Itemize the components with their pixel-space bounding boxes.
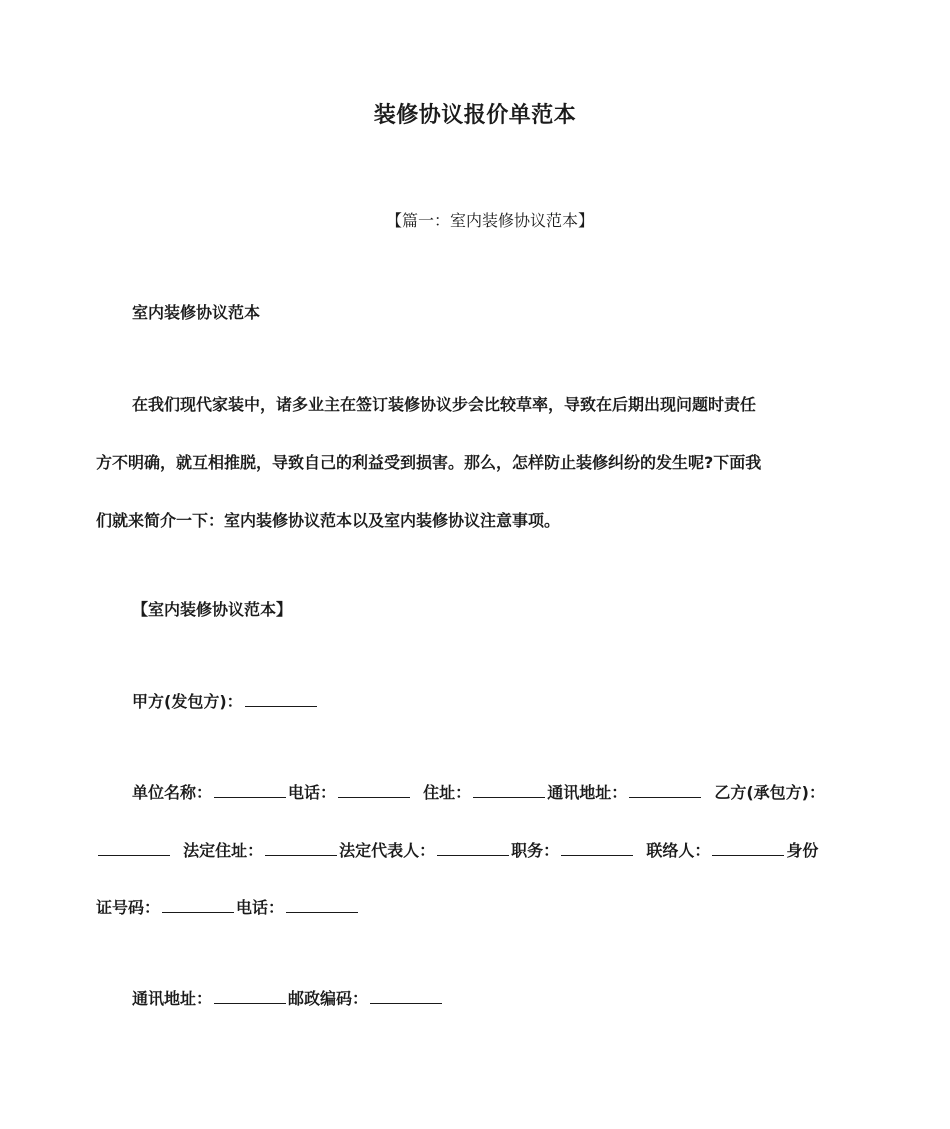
mail-address-blank[interactable] — [629, 796, 701, 798]
section-heading: 室内装修协议范本 — [132, 303, 261, 322]
intro-line-1: 在我们现代家装中，诸多业主在签订装修协议步会比较草率，导致在后期出现问题时责任 — [132, 395, 757, 414]
postal-code-label: 邮政编码： — [288, 989, 369, 1008]
address-blank[interactable] — [473, 796, 545, 798]
mail-address2-blank[interactable] — [214, 1002, 286, 1004]
id-blank[interactable] — [162, 911, 234, 913]
mail-address-label: 通讯地址： — [547, 783, 628, 802]
position-label: 职务： — [511, 841, 560, 860]
party-a-label: 甲方(发包方)： — [132, 692, 243, 711]
intro-line-2: 方不明确，就互相推脱，导致自己的利益受到损害。那么，怎样防止装修纠纷的发生呢?下面我 — [96, 453, 762, 472]
phone2-blank[interactable] — [286, 911, 358, 913]
position-blank[interactable] — [561, 854, 633, 856]
party-a-blank[interactable] — [245, 705, 317, 707]
address-label: 住址： — [423, 783, 472, 802]
agreement-heading: 【室内装修协议范本】 — [132, 600, 293, 619]
party-b-blank[interactable] — [98, 854, 170, 856]
legal-address-blank[interactable] — [265, 854, 337, 856]
intro-line-3: 们就来简介一下：室内装修协议范本以及室内装修协议注意事项。 — [96, 511, 561, 530]
legal-rep-label: 法定代表人： — [339, 841, 436, 860]
contact-label: 联络人： — [646, 841, 711, 860]
unit-name-blank[interactable] — [214, 796, 286, 798]
contact-blank[interactable] — [712, 854, 784, 856]
legal-address-label: 法定住址： — [183, 841, 264, 860]
phone2-label: 电话： — [236, 898, 285, 917]
phone-blank[interactable] — [338, 796, 410, 798]
document-subtitle: 【篇一：室内装修协议范本】 — [385, 211, 594, 230]
mail-info-line — [132, 986, 444, 1009]
id-prefix-label: 身份 — [786, 841, 819, 860]
party-b-label: 乙方(承包方)： — [714, 783, 825, 802]
legal-rep-blank[interactable] — [437, 854, 509, 856]
phone-label: 电话： — [288, 783, 337, 802]
id-suffix-label: 证号码： — [96, 898, 161, 917]
party-b-info-line — [96, 838, 818, 861]
document-title: 装修协议报价单范本 — [373, 103, 577, 128]
postal-code-blank[interactable] — [370, 1002, 442, 1004]
party-a-line — [132, 689, 319, 712]
unit-info-line — [132, 780, 825, 803]
unit-name-label: 单位名称： — [132, 783, 213, 802]
mail-address2-label: 通讯地址： — [132, 989, 213, 1008]
id-info-line — [96, 895, 360, 918]
